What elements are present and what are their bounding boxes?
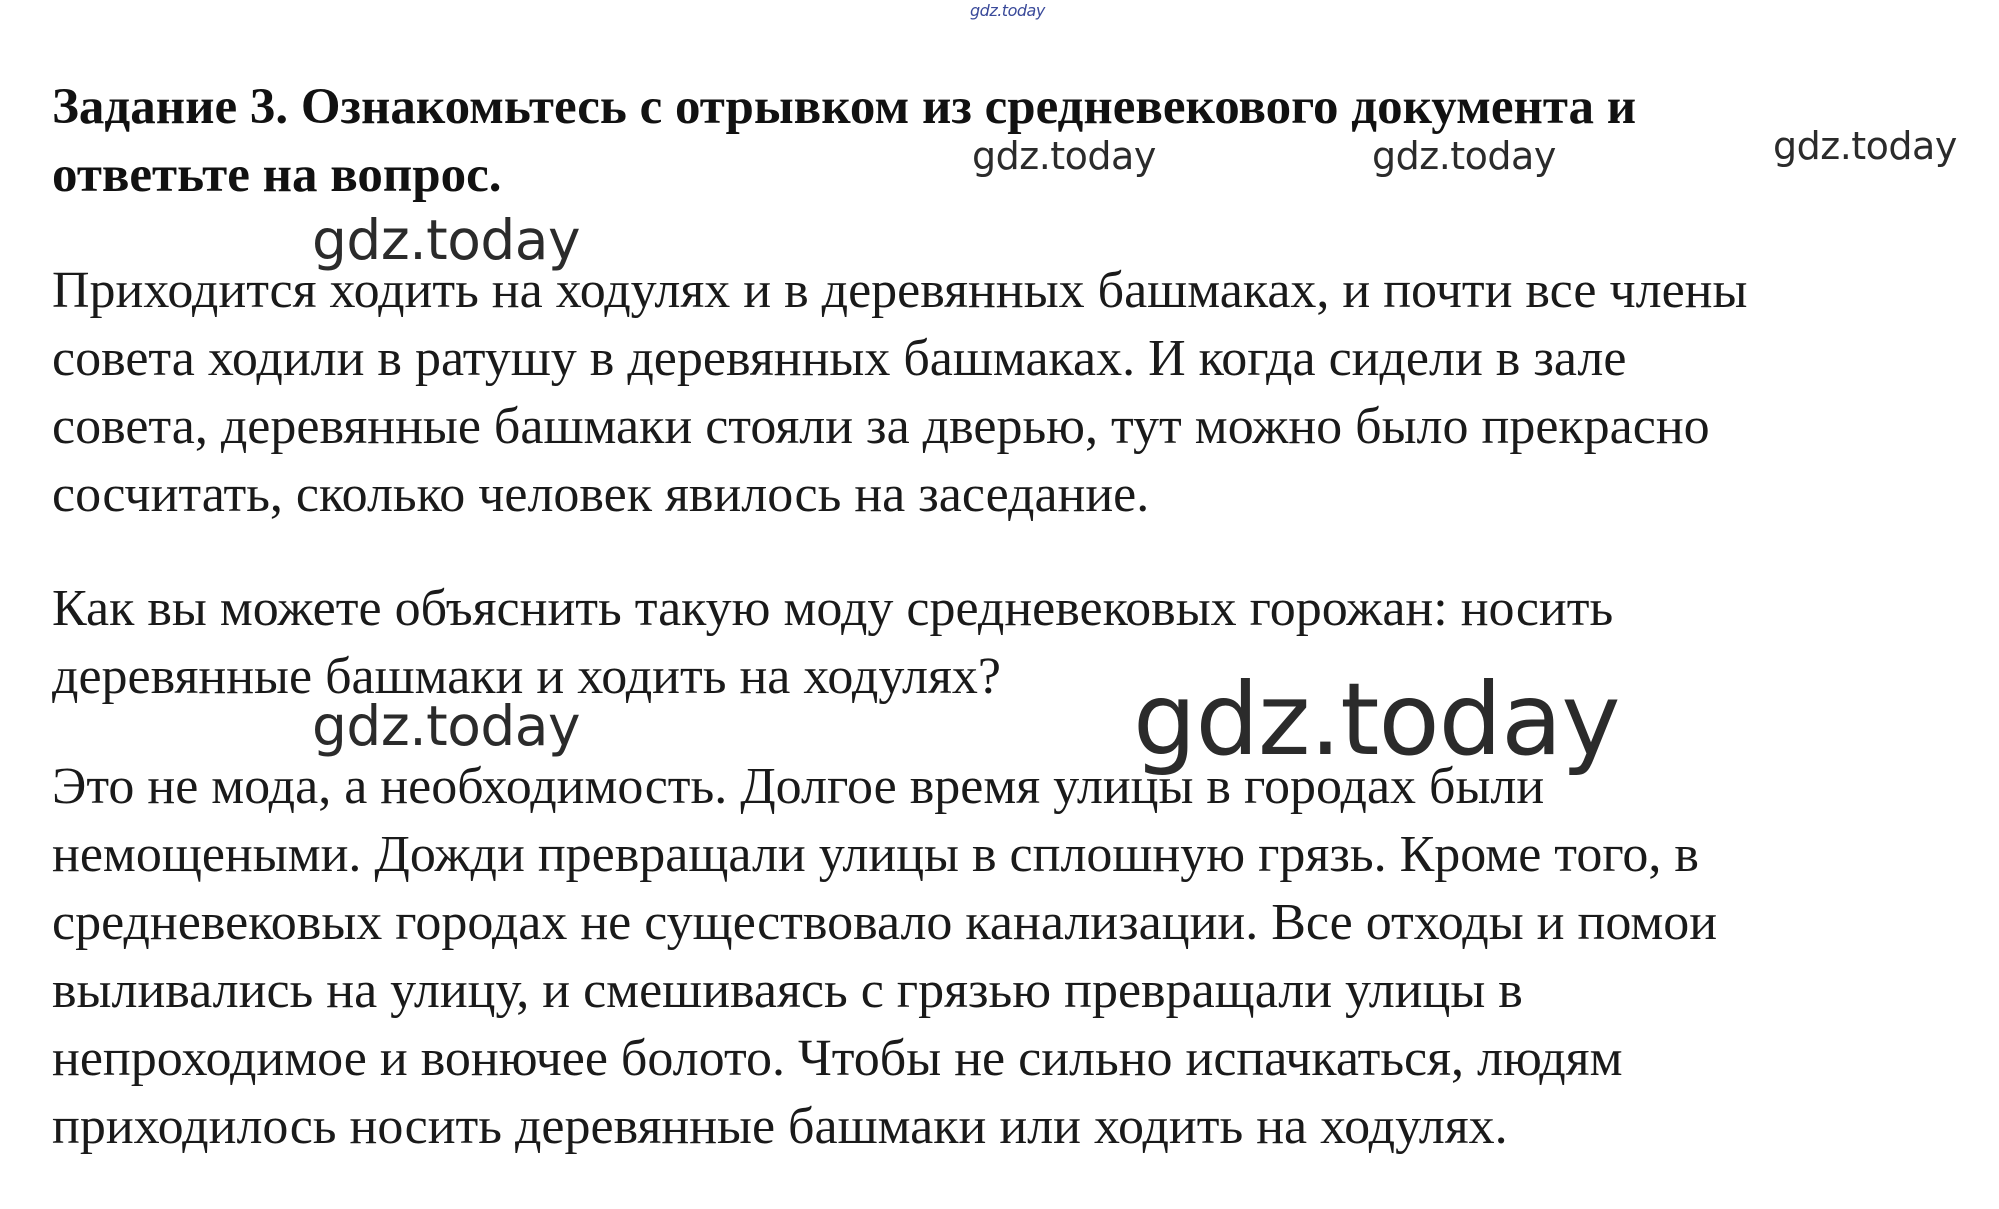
- excerpt-line-3: совета, деревянные башмаки стояли за дверью, тут можно было прекрасно: [52, 398, 1710, 455]
- excerpt-line-4: сосчитать, сколько человек явилось на заседание.: [52, 466, 1150, 523]
- answer-line-3: средневековых городах не существовало канализации. Все отходы и помои: [52, 894, 1718, 951]
- watermark-top: gdz.today: [970, 1, 1045, 20]
- excerpt-line-2: совета ходили в ратушу в деревянных башмаках. И когда сидели в зале: [52, 330, 1627, 387]
- watermark-header-2: gdz.today: [1372, 134, 1556, 178]
- watermark-lower-large: gdz.today: [1133, 661, 1620, 778]
- watermark-header-3: gdz.today: [1773, 124, 1957, 168]
- watermark-header-1: gdz.today: [972, 134, 1156, 178]
- question-line-2: деревянные башмаки и ходить на ходулях?: [52, 648, 1001, 705]
- answer-line-4: выливались на улицу, и смешиваясь с грязью превращали улицы в: [52, 962, 1523, 1019]
- watermark-mid-left: gdz.today: [312, 208, 581, 272]
- task-heading-line-1: Задание 3. Ознакомьтесь с отрывком из средневекового документа и: [52, 79, 1637, 135]
- question-line-1: Как вы можете объяснить такую моду средневековых горожан: носить: [52, 580, 1614, 637]
- answer-line-5: непроходимое и вонючее болото. Чтобы не сильно испачкаться, людям: [52, 1030, 1623, 1087]
- answer-line-6: приходилось носить деревянные башмаки или ходить на ходулях.: [52, 1098, 1508, 1155]
- answer-line-1: Это не мода, а необходимость. Долгое время улицы в городах были: [52, 758, 1545, 815]
- answer-line-2: немощеными. Дожди превращали улицы в сплошную грязь. Кроме того, в: [52, 826, 1699, 883]
- excerpt-line-1: Приходится ходить на ходулях и в деревянных башмаках, и почти все члены: [52, 262, 1748, 319]
- watermark-lower-left: gdz.today: [312, 694, 581, 758]
- task-heading-line-2: ответьте на вопрос.: [52, 147, 502, 203]
